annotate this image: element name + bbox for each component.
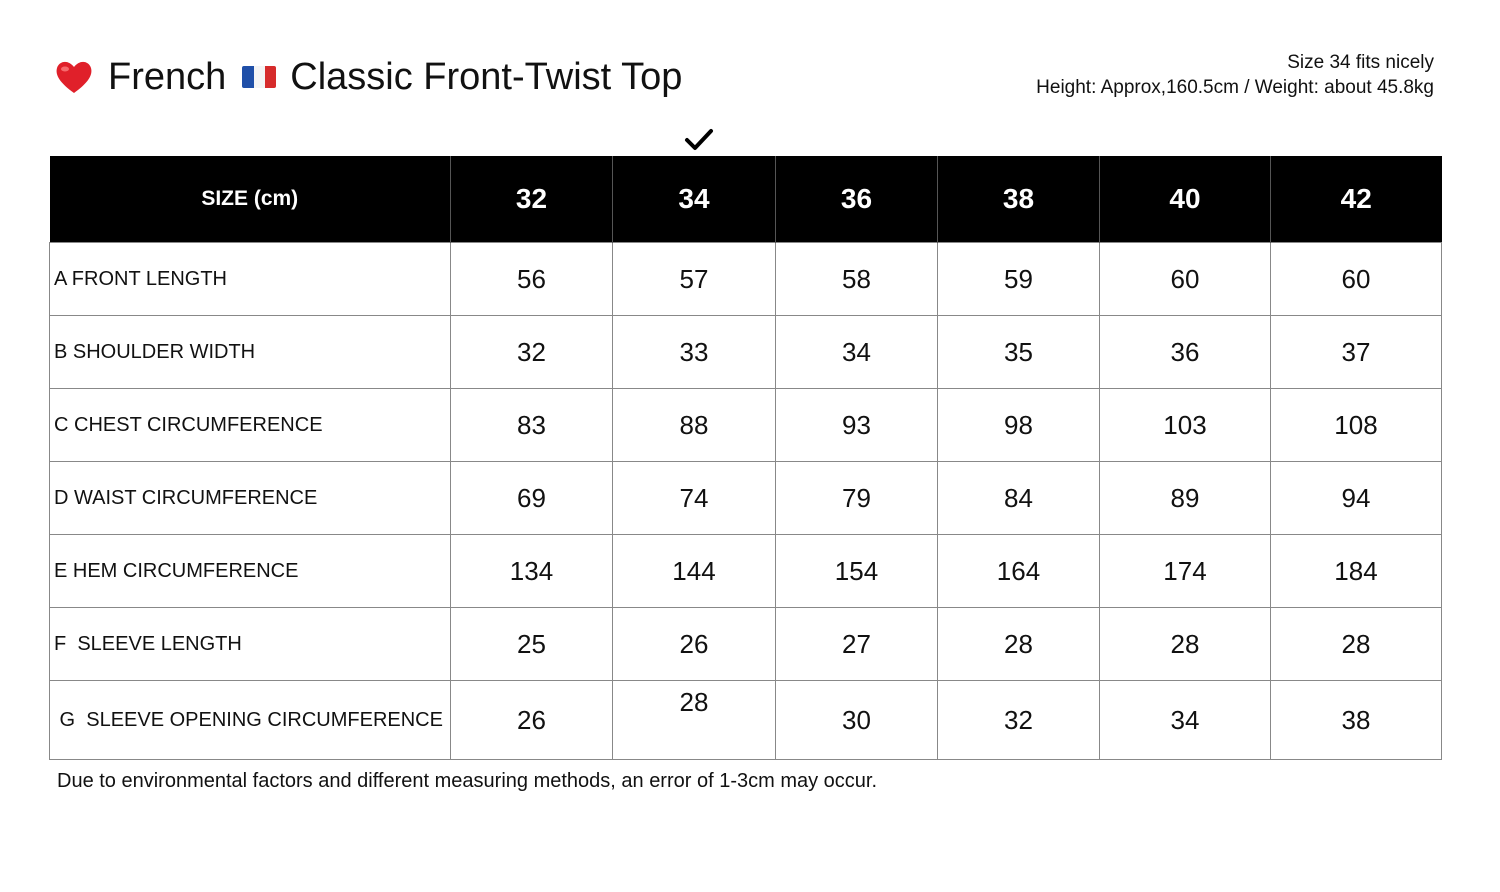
- table-cell: 84: [938, 462, 1100, 535]
- table-cell: 30: [776, 681, 938, 760]
- table-cell: 89: [1100, 462, 1271, 535]
- table-cell: 33: [613, 316, 776, 389]
- table-cell: 144: [613, 535, 776, 608]
- table-cell: 74: [613, 462, 776, 535]
- size-chart-table: [49, 156, 1442, 760]
- row-label: G SLEEVE OPENING CIRCUMFERENCE: [50, 681, 451, 760]
- size-header-36: 36: [776, 156, 938, 243]
- table-cell: 174: [1100, 535, 1271, 608]
- row-label: A FRONT LENGTH: [50, 243, 451, 316]
- table-cell: 98: [938, 389, 1100, 462]
- flag-stripe-white: [254, 66, 265, 88]
- row-label: E HEM CIRCUMFERENCE: [50, 535, 451, 608]
- table-header-row: [50, 156, 1442, 243]
- table-cell: 93: [776, 389, 938, 462]
- table-row: [50, 243, 1442, 316]
- table-row: [50, 681, 1442, 760]
- size-header-40: 40: [1100, 156, 1271, 243]
- fit-note-measurements: Height: Approx,160.5cm / Weight: about 45.8kg: [1036, 77, 1434, 98]
- check-icon: [684, 127, 714, 153]
- row-label: C CHEST CIRCUMFERENCE: [50, 389, 451, 462]
- table-cell: 28: [613, 681, 776, 760]
- flag-stripe-blue: [242, 66, 253, 88]
- table-row: [50, 535, 1442, 608]
- table-cell: 83: [451, 389, 613, 462]
- table-cell: 154: [776, 535, 938, 608]
- row-label: F SLEEVE LENGTH: [50, 608, 451, 681]
- table-cell: 34: [1100, 681, 1271, 760]
- table-cell: 28: [1271, 608, 1442, 681]
- table-cell: 25: [451, 608, 613, 681]
- table-cell: 108: [1271, 389, 1442, 462]
- table-cell: 56: [451, 243, 613, 316]
- title-product: Classic Front-Twist Top: [290, 55, 683, 98]
- table-cell: 164: [938, 535, 1100, 608]
- size-header-38: 38: [938, 156, 1100, 243]
- table-cell: 32: [451, 316, 613, 389]
- table-cell: 32: [938, 681, 1100, 760]
- disclaimer-note: Due to environmental factors and different measuring methods, an error of 1-3cm may occur.: [57, 770, 878, 792]
- table-cell: 58: [776, 243, 938, 316]
- table-cell: 36: [1100, 316, 1271, 389]
- row-label: D WAIST CIRCUMFERENCE: [50, 462, 451, 535]
- table-cell: 134: [451, 535, 613, 608]
- heart-icon: [54, 57, 94, 97]
- size-header-34: 34: [613, 156, 776, 243]
- table-row: [50, 608, 1442, 681]
- table-cell: 34: [776, 316, 938, 389]
- table-cell: 79: [776, 462, 938, 535]
- size-header-32: 32: [451, 156, 613, 243]
- table-cell: 38: [1271, 681, 1442, 760]
- page-title: [54, 52, 682, 102]
- table-cell: 103: [1100, 389, 1271, 462]
- table-row: [50, 462, 1442, 535]
- table-cell: 60: [1100, 243, 1271, 316]
- table-cell: 184: [1271, 535, 1442, 608]
- table-cell: 57: [613, 243, 776, 316]
- table-cell: 26: [613, 608, 776, 681]
- table-cell: 59: [938, 243, 1100, 316]
- table-cell: 88: [613, 389, 776, 462]
- table-cell: 35: [938, 316, 1100, 389]
- table-cell: 69: [451, 462, 613, 535]
- table-cell: 26: [451, 681, 613, 760]
- table-cell: 28: [1100, 608, 1271, 681]
- table-cell: 94: [1271, 462, 1442, 535]
- fit-note-size: Size 34 fits nicely: [1287, 52, 1434, 73]
- table-cell: 60: [1271, 243, 1442, 316]
- size-header-42: 42: [1271, 156, 1442, 243]
- table-cell: 28: [938, 608, 1100, 681]
- table-row: [50, 389, 1442, 462]
- france-flag-icon: [242, 66, 276, 88]
- flag-stripe-red: [265, 66, 276, 88]
- table-cell: 27: [776, 608, 938, 681]
- title-brand: French: [108, 55, 227, 98]
- fit-note: [1036, 50, 1434, 100]
- table-row: [50, 316, 1442, 389]
- size-header-label: SIZE (cm): [50, 156, 451, 243]
- row-label: B SHOULDER WIDTH: [50, 316, 451, 389]
- table-cell: 37: [1271, 316, 1442, 389]
